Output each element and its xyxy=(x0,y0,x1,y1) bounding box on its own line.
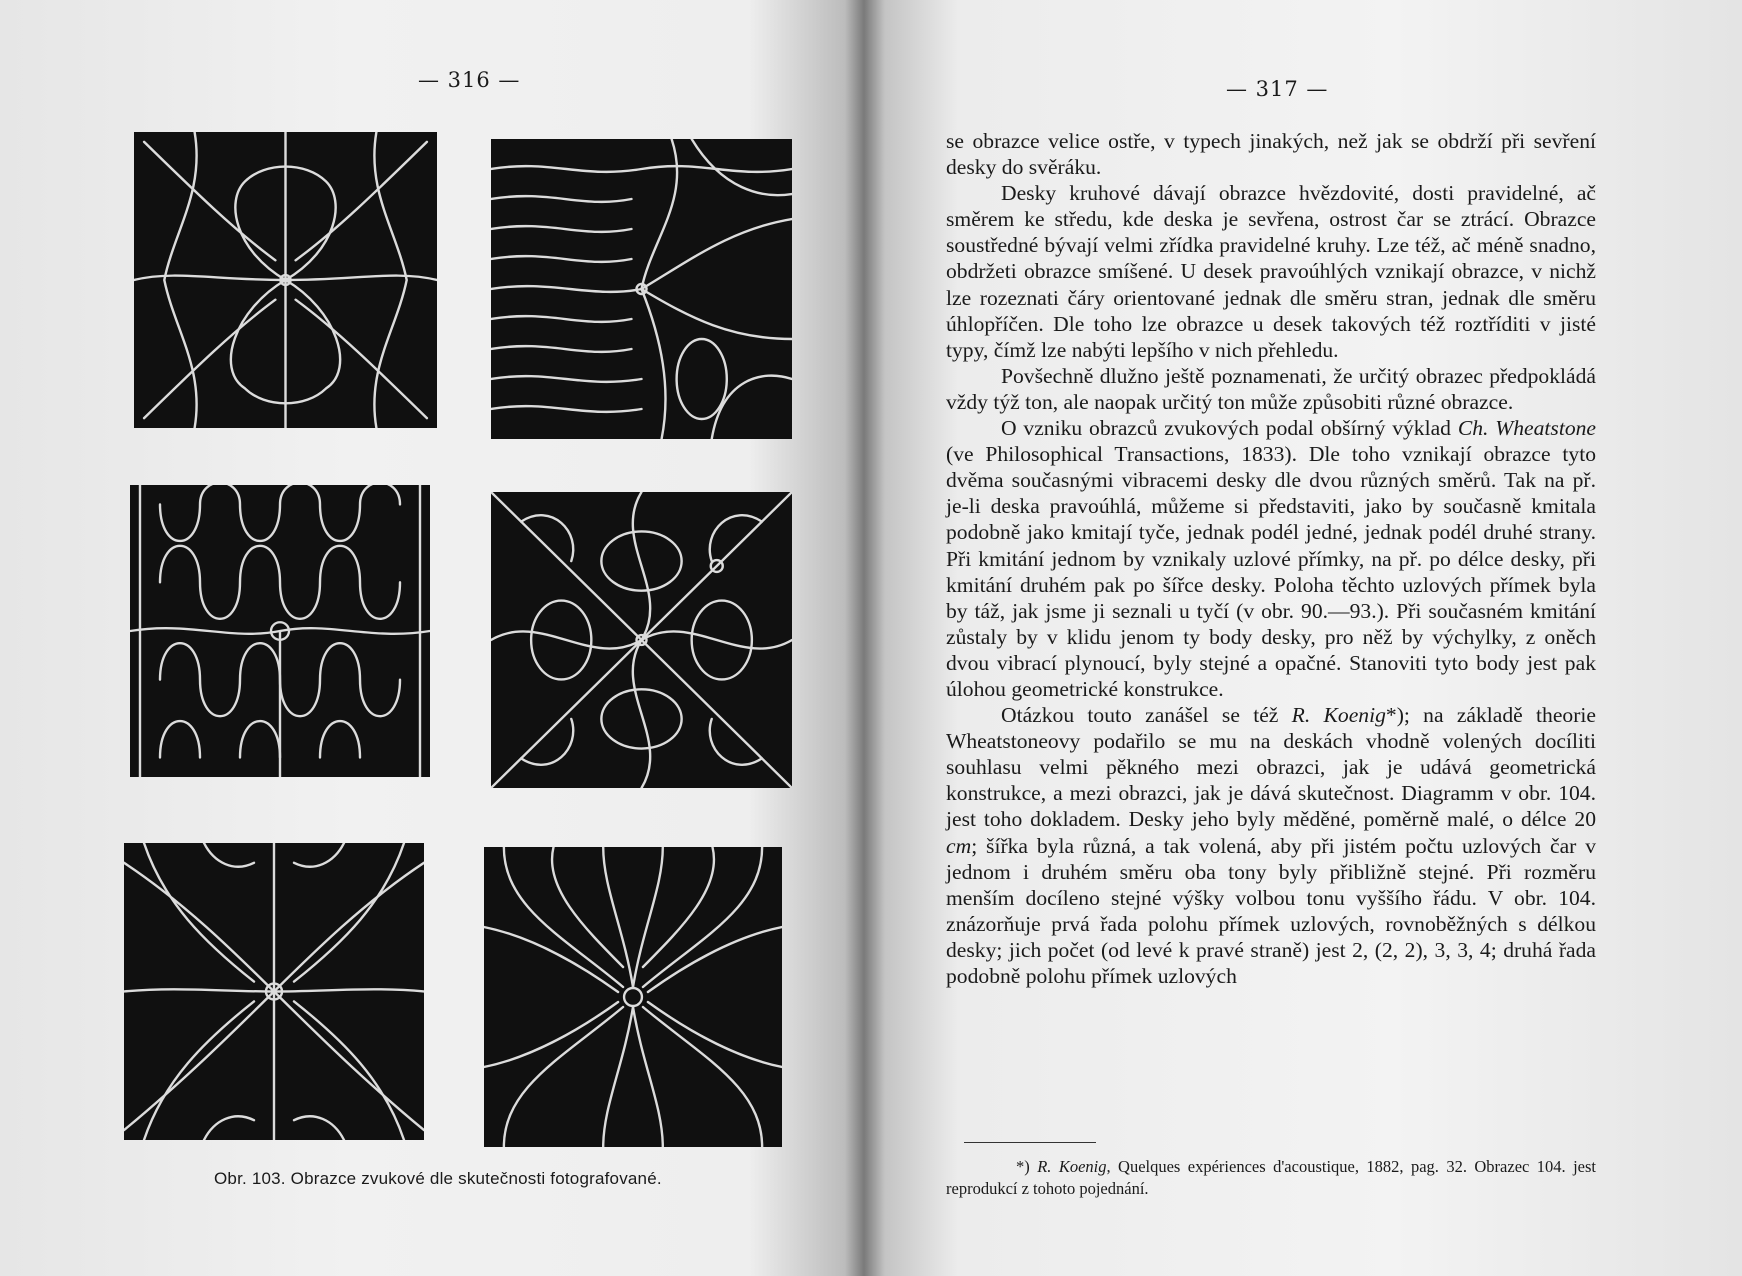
footnote-text: , Quelques expériences d'acoustique, 1882, pag. 32. Obrazec 104. jest reprodukcí z tohoto pojednání. xyxy=(946,1157,1596,1198)
footnote-author: R. Koenig xyxy=(1037,1157,1107,1176)
footnote xyxy=(946,1156,1596,1200)
sound-figure-5 xyxy=(124,843,424,1140)
paragraph-3: Povšechně dlužno ještě poznamenati, že určitý obrazec předpokládá vždy týž ton, ale naopak určitý ton může způsobiti různé obrazce. xyxy=(946,363,1596,414)
author-name-koenig: R. Koenig xyxy=(1291,703,1386,728)
paragraph-5: Otázkou touto zanášel se též R. Koenig*); na základě theorie Wheatstoneovy podařilo se mu na deskách vhodně volených docíliti souhlasu velmi pěkného mezi obrazci, jak je udává geometrická konstrukce, a mezi obrazci, jak je dává skutečnost. Diagramm v obr. 104. jest toho dokladem. Desky jeho byly měděné, poměrně malé, o délce 20 cm; šířka byla různá, a tak volená, aby při jistém počtu uzlových čar v jednom i druhém směru oba tony byly přibližně stejné. Při rozměru menším docíleno stejné výšky volbou tonu vyššího řádu. V obr. 104. znázorňuje prvá řada polohu přímek uzlových, rovnoběžných s délkou desky; jich počet (od levé k pravé straně) jest 2, (2, 2), 3, 3, 4; druhá řada podobně polohu přímek uzlových xyxy=(946,703,1596,988)
footnote-marker: *) xyxy=(1016,1157,1038,1176)
footnote-divider xyxy=(964,1142,1096,1143)
sound-figure-1 xyxy=(134,132,437,428)
figure-caption: Obr. 103. Obrazce zvukové dle skutečnosti fotografované. xyxy=(214,1169,662,1188)
unit-cm: cm xyxy=(946,833,972,858)
right-page xyxy=(868,0,1742,1276)
sound-figure-3 xyxy=(130,485,430,777)
sound-figure-6 xyxy=(484,847,782,1147)
paragraph-4: O vzniku obrazců zvukových podal obšírný výklad Ch. Wheatstone (ve Philosophical Transactions, 1833). Dle toho vznikají obrazce tyto dvěma současnými vibracemi desky dle dvou různých směrů. Tak na př. je-li deska pravoúhlá, můžeme si představiti, jako by současně kmitala podobně jako kmitají tyče, jednak podél jedné, jednak podél druhé strany. Při kmitání jednom by vznikaly uzlové přímky, na př. po délce desky, při kmitání druhém pak po šířce desky. Poloha těchto uzlových přímek byla by táž, jak jsme ji seznali u tyčí (v obr. 90.—93.). Při současném kmitání zůstaly by v klidu jenom ty body desky, pro něž by výchylky, z oněch dvou vibrací plynoucí, byly stejné a opačné. Stanoviti tyto body jest pak úlohou geometrické konstrukce. xyxy=(946,416,1596,701)
body-text xyxy=(946,128,1596,989)
left-page xyxy=(0,0,860,1276)
paragraph-2: Desky kruhové dávají obrazce hvězdovité, dosti pravidelné, ač směrem ke středu, kde deska je sevřena, ostrost čar se ztrácí. Obrazce soustředné bývají velmi zřídka pravidelné kruhy. Lze též, ač méně snadno, obdržeti obrazce smíšené. U desek pravoúhlých vznikají obrazce, v nichž lze rozeznati čáry orientované jednak dle směru stran, jednak dle směru úhlopříčen. Dle toho lze obrazce u desek takových též roztříditi v jisté typy, čímž lze nabýti lepšího v nich přehledu. xyxy=(946,181,1596,362)
sound-figure-2 xyxy=(491,139,792,439)
paragraph-1: se obrazce velice ostře, v typech jinakých, než jak se obdrží při sevření desky do svěráku. xyxy=(946,129,1596,180)
page-number-left: — 316 — xyxy=(418,68,521,92)
page-number-right: — 317 — xyxy=(1226,77,1329,101)
sound-figure-4 xyxy=(491,492,792,788)
author-name-wheatstone: Ch. Wheatstone xyxy=(1457,416,1596,441)
